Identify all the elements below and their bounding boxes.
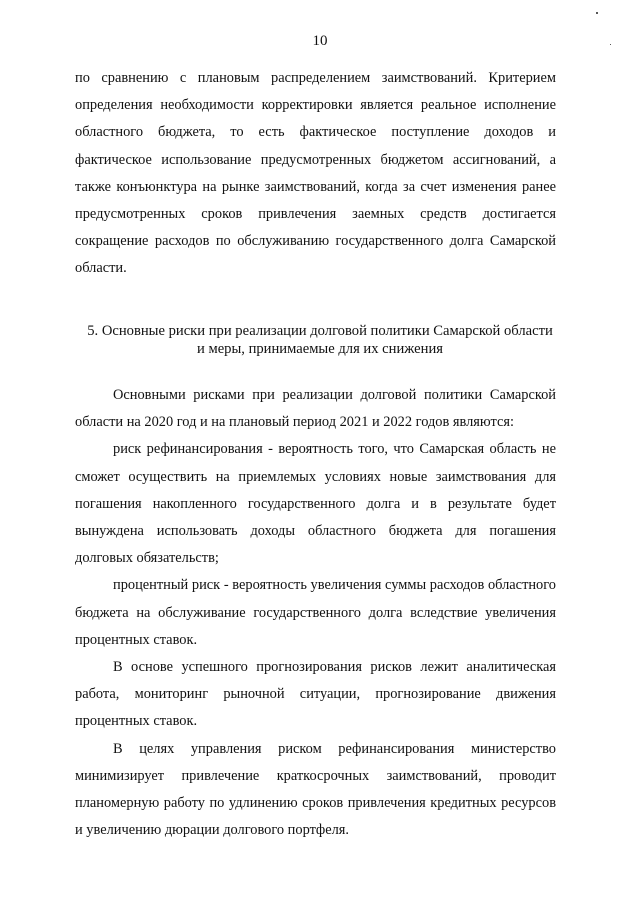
page-number: 10: [312, 33, 328, 49]
scan-speck: [596, 12, 598, 14]
section-heading-line-1: 5. Основные риски при реализации долговой политики Самарской области: [87, 323, 553, 339]
paragraph-risks-intro: Основными рисками при реализации долговой политики Самарской области на 2020 год и на плановый период 2021 и 2022 годов являются:: [75, 387, 556, 431]
scan-speck: [610, 44, 611, 45]
section-heading: [60, 322, 580, 358]
paragraph-refinancing-management: В целях управления риском рефинансирования министерство минимизирует привлечение краткосрочных заимствований, проводит планомерную работу по удлинению сроков привлечения кредитных ресурсов и увеличению дюрации долгового портфеля.: [75, 740, 556, 839]
paragraph-interest-risk: процентный риск - вероятность увеличения суммы расходов областного бюджета на обслуживание государственного долга вследствие увеличения процентных ставок.: [75, 577, 556, 648]
continued-paragraph-block: [75, 65, 556, 283]
section-body: [75, 382, 556, 844]
paragraph-forecasting: В основе успешного прогнозирования рисков лежит аналитическая работа, мониторинг рыночной ситуации, прогнозирование движения процентных ставок.: [75, 659, 556, 730]
section-heading-line-2: и меры, принимаемые для их снижения: [197, 341, 443, 357]
continued-paragraph: по сравнению с плановым распределением заимствований. Критерием определения необходимости корректировки является реальное исполнение областного бюджета, то есть фактическое поступление доходов и фактическое использование предусмотренных бюджетом ассигнований, а также конъюнктура на рынке заимствований, когда за счет изменения ранее предусмотренных сроков привлечения заемных средств достигается сокращение расходов по обслуживанию государственного долга Самарской области.: [75, 70, 556, 277]
paragraph-refinancing-risk: риск рефинансирования - вероятность того, что Самарская область не сможет осуществить на приемлемых условиях новые заимствования для погашения накопленного государственного долга и в результате будет вынуждена использовать доходы областного бюджета для погашения долговых обязательств;: [75, 441, 556, 567]
